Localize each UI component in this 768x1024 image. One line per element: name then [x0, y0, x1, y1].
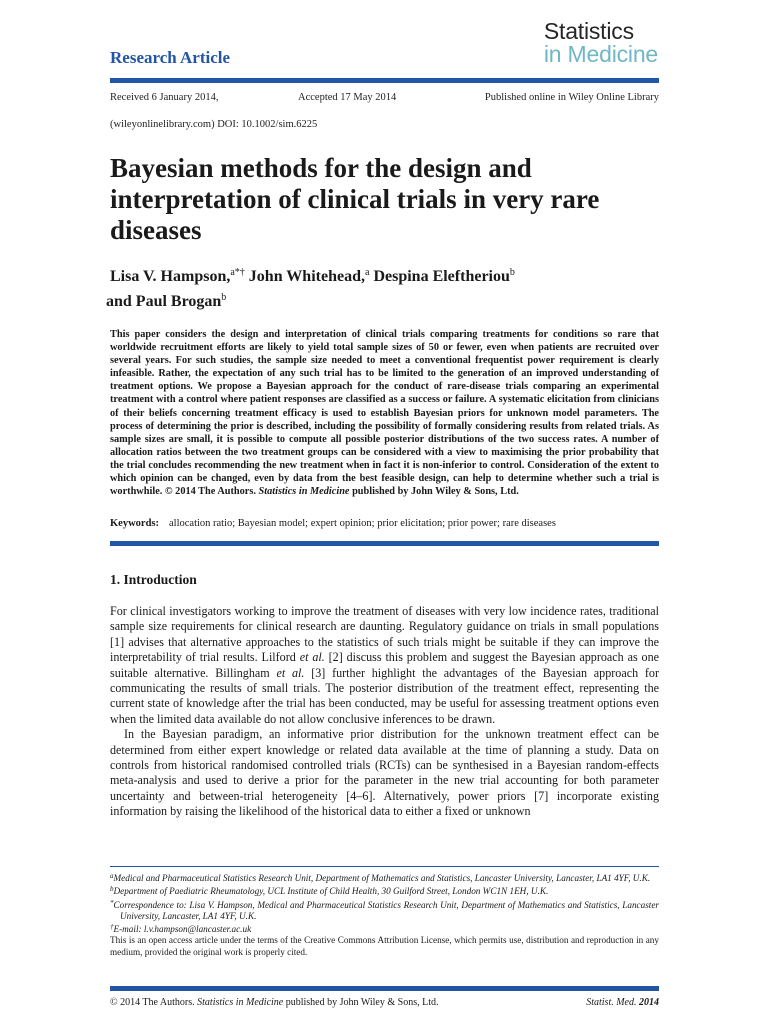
footnote-affiliation-b: $^b$Department of Paediatric Rheumatology, UCL Institute of Child Health, 30 Guilford Street, London WC1N 1EH, U.K. [110, 885, 549, 897]
footnote-email: †E-mail: l.v.hampson@lancaster.ac.uk [110, 923, 252, 935]
keywords-label: Keywords: [110, 518, 159, 529]
paragraph: In the Bayesian paradigm, an informative prior distribution for the unknown treatment effect can be determined from either expert knowledge or related data available at the time of planning a study. Data on controls from historical randomised controlled trials (RCTs) can be synthesised in a Bayesian random-effects meta-analysis and used to derive a prior for the parameter in the new trial accounting for both parameter uncertainty and between-trial heterogeneity [4–6]. Alternatively, power priors [7] incorporate existing information by raising the likelihood of the historical data to either a fixed or unknown [110, 727, 659, 819]
paper-title: Bayesian methods for the design and interpretation of clinical trials in very rare diseases [110, 153, 600, 245]
footnotes [110, 871, 659, 958]
footnote-affiliation-a: $^a$Medical and Pharmaceutical Statistics Research Unit, Department of Mathematics and Statistics, Lancaster University, Lancaster, LA1 4YF, U.K. [110, 872, 651, 883]
footnote-correspondence: *Correspondence to: Lisa V. Hampson, Medical and Pharmaceutical Statistics Research Unit, Department of Mathematics and Statistics, Lancaster University, Lancaster, LA1 4YF, U.K. [110, 898, 659, 921]
keywords [110, 518, 659, 529]
author-name: Lisa V. Hampson, [110, 268, 231, 285]
abstract-text-end: published by John Wiley & Sons, Ltd. [349, 486, 519, 498]
inline-italic: et al. [299, 650, 325, 665]
text-run: [2] discuss this problem and suggest the Bayesian approach as one suitable alternative. Billingham [110, 650, 660, 680]
author-affiliation-mark: b [509, 267, 515, 278]
footer-rule [110, 986, 659, 991]
author-name: Despina Eleftheriou [369, 268, 510, 285]
author-affiliation-mark: a*† [230, 267, 245, 278]
author-list [106, 262, 670, 312]
license-note: This is an open access article under the terms of the Creative Commons Attribution License, which permits use, distribution and reproduction in any medium, provided the original work is properly cited. [110, 935, 659, 957]
abstract-text: This paper considers the design and interpretation of clinical trials comparing treatments for conditions so rare that worldwide recruitment efforts are likely to yield total sample sizes of 50 or fewer, even when patients are recruited over several years. For such studies, the sample size needed to meet a conventional frequentist power requirement is clearly infeasible. Rather, the expectation of any such trial has to be limited to the generation of an improved understanding of treatment options. We propose a Bayesian approach for the conduct of rare-disease trials comparing an experimental treatment with a control where patient responses are classified as a success or failure. A systematic elicitation from clinicians of their beliefs concerning treatment efficacy is used to establish Bayesian priors for unknown model parameters. The process of determining the prior is described, including the possibility of formally considering results from related trials. As sample sizes are small, it is possible to compute all possible posterior distributions of the two success rates. A number of allocation ratios between the two treatment groups can be considered with a view to maximising the prior probability that the trial concludes recommending the new treatment when in fact it is non-inferior to control. Consideration of the extent to which opinion can be changed, even by data from the best feasible design, can help to determine whether such a trial is worthwhile. © 2014 The Authors. [110, 329, 659, 498]
received-date: Received 6 January 2014, [110, 92, 219, 103]
article-type-label: Research Article [110, 48, 231, 67]
text-run: For clinical investigators working to improve the treatment of diseases with very low incidence rates, traditional sample size requirements for clinical research are daunting. Regulatory guidance on trials in small populations [1] advises that alternative approaches to the statistics of such trials might be suitable if they can improve the interpretability of trial results. Lilford [110, 604, 659, 665]
accepted-date: Accepted 17 May 2014 [298, 92, 397, 103]
paragraph [110, 604, 659, 727]
author-affiliation-mark: b [221, 292, 227, 303]
journal-name-line2: in Medicine [543, 41, 658, 67]
author-name: and Paul Brogan [106, 293, 222, 310]
text-run: [3] further highlight the advantages of the Bayesian approach for communicating the results of small trials. The posterior distribution of the treatment effect, representing the current state of knowledge after the trial has been conducted, may be useful for assessing treatment options even when the limited data available do not allow conclusive inferences to be drawn. [110, 665, 660, 726]
journal-name-line1: Statistics [543, 18, 634, 44]
abstract [110, 328, 659, 498]
keywords-list: allocation ratio; Bayesian model; expert opinion; prior elicitation; prior power; rare diseases [169, 518, 556, 529]
author-name: John Whitehead, [244, 268, 365, 285]
abstract-rule [110, 541, 659, 546]
inline-italic: et al. [276, 665, 305, 680]
body-text [110, 604, 659, 820]
author-affiliation-mark: a [364, 267, 370, 278]
header-rule [110, 78, 659, 83]
abstract-journal-name: Statistics in Medicine [258, 486, 350, 498]
doi-line[interactable]: (wileyonlinelibrary.com) DOI: 10.1002/sim.6225 [110, 119, 318, 130]
published-info: Published online in Wiley Online Library [484, 92, 659, 103]
journal-logo [544, 20, 658, 66]
footer-copyright: © 2014 The Authors. Statistics in Medicine published by John Wiley & Sons, Ltd. [110, 997, 439, 1008]
footnote-rule [110, 866, 659, 867]
section-heading: 1. Introduction [110, 572, 197, 587]
footer-citation: Statist. Med. 2014 [586, 997, 659, 1008]
